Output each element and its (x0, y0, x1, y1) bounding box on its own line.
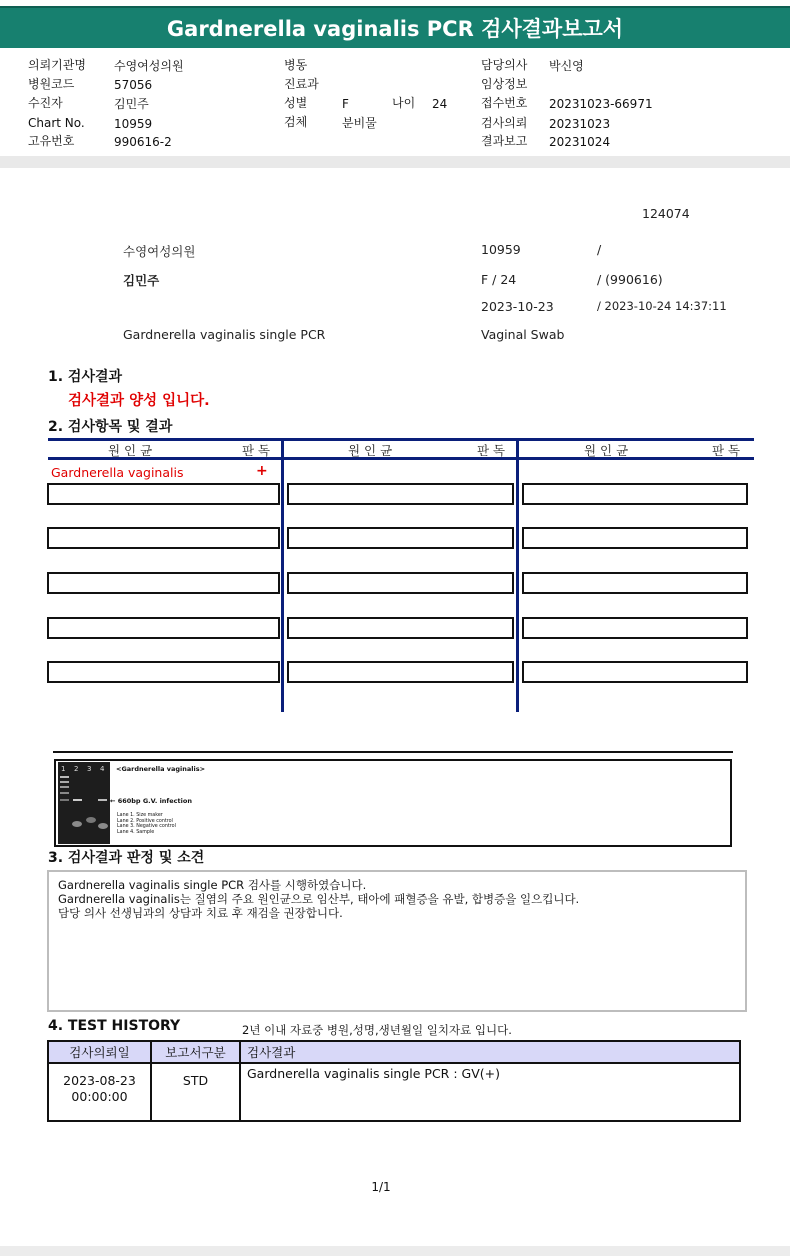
value-request-date: 20231023 (549, 117, 611, 131)
label-clinical-info: 임상정보 (481, 77, 528, 91)
label-sex: 성별 (284, 96, 308, 110)
opinion-line-3: 담당 의사 선생님과의 상담과 치료 후 재검을 권장합니다. (58, 906, 343, 920)
result-cell (522, 617, 748, 639)
patient-test: Gardnerella vaginalis single PCR (123, 327, 326, 342)
value-report-date: 20231024 (549, 135, 611, 149)
result-cell (287, 661, 514, 683)
value-chart-no: 10959 (114, 117, 153, 131)
label-patient: 수진자 (28, 96, 63, 110)
gel-arrow-label: ← 660bp G.V. infection (110, 797, 192, 805)
label-unique-no: 고유번호 (28, 134, 75, 148)
result-cell (47, 527, 280, 549)
label-institution: 의뢰기관명 (28, 58, 86, 72)
history-note: 2년 이내 자료중 병원,성명,생년월일 일치자료 입니다. (242, 1023, 512, 1037)
history-col-date: 검사의뢰일 (48, 1041, 151, 1063)
result-cell (287, 483, 514, 505)
opinion-box (47, 870, 747, 1012)
label-ward: 병동 (284, 58, 308, 72)
lane-num-1: 1 (61, 765, 66, 773)
lane-legend-4: Lane 4. Sample (117, 829, 155, 835)
history-time: 00:00:00 (71, 1089, 128, 1104)
history-result: Gardnerella vaginalis single PCR : GV(+) (240, 1063, 740, 1121)
patient-datetime: / 2023-10-24 14:37:11 (597, 299, 727, 313)
patient-hospital: 수영여성의원 (123, 244, 196, 259)
label-report-date: 결과보고 (481, 134, 528, 148)
result-cell (47, 483, 280, 505)
section1-title: 1. 검사결과 (48, 369, 123, 385)
value-unique-no: 990616-2 (114, 135, 172, 149)
report-title: Gardnerella vaginalis PCR 검사결과보고서 (0, 6, 790, 48)
col-judgement-2: 판 독 (477, 443, 506, 458)
label-hospital-code: 병원코드 (28, 77, 75, 91)
grid-vline-2 (516, 438, 519, 712)
opinion-line-1: Gardnerella vaginalis single PCR 검사를 시행하였습니다. (58, 878, 367, 892)
table-row (48, 1063, 740, 1121)
patient-chart-sep: / (597, 242, 602, 257)
result-cell (287, 572, 514, 594)
patient-name: 김민주 (123, 273, 160, 288)
header-divider (0, 156, 790, 168)
value-receipt-no: 20231023-66971 (549, 97, 653, 111)
label-doctor: 담당의사 (481, 58, 528, 72)
col-judgement-1: 판 독 (242, 443, 271, 458)
result-cell (522, 527, 748, 549)
section4-title: 4. TEST HISTORY (48, 1018, 181, 1034)
value-doctor: 박신영 (549, 59, 584, 73)
col-organism-2: 원 인 균 (348, 443, 393, 458)
result-cell (522, 483, 748, 505)
grid-header-line (48, 457, 754, 460)
lane-legend-1: Lane 1. Size maker (117, 813, 163, 818)
patient-sex-age: F / 24 (481, 272, 517, 287)
result-cell (47, 617, 280, 639)
patient-specimen: Vaginal Swab (481, 327, 565, 342)
opinion-line-2: Gardnerella vaginalis는 질염의 주요 원인균으로 임산부, 태아에 패혈증을 유발, 합병증을 일으킵니다. (58, 892, 580, 906)
label-chart-no: Chart No. (28, 116, 85, 130)
lane-legend-3: Lane 3. Negative control (117, 824, 176, 830)
result-cell (47, 661, 280, 683)
lane-num-4: 4 (100, 765, 105, 773)
history-col-type: 보고서구분 (151, 1041, 240, 1063)
col-organism-1: 원 인 균 (108, 443, 153, 458)
result-cell (287, 527, 514, 549)
lane-num-2: 2 (74, 765, 79, 773)
section3-title: 3. 검사결과 판정 및 소견 (48, 850, 205, 866)
gel-lane-legend (117, 813, 176, 835)
patient-birth: / (990616) (597, 272, 663, 287)
gel-caption: <Gardnerella vaginalis> (116, 765, 206, 773)
grid-vline-1 (281, 438, 284, 712)
history-table (47, 1040, 741, 1122)
result-cell (522, 661, 748, 683)
section2-title: 2. 검사항목 및 결과 (48, 419, 173, 435)
history-header-row (48, 1041, 740, 1063)
history-date: 2023-08-23 (63, 1073, 136, 1088)
value-age: 24 (432, 97, 448, 111)
lane-num-3: 3 (87, 765, 92, 773)
gel-image (58, 762, 110, 844)
label-specimen: 검체 (284, 115, 308, 129)
result-cell (287, 617, 514, 639)
footer-divider (0, 1246, 790, 1256)
patient-date: 2023-10-23 (481, 299, 554, 314)
page-number: 1/1 (371, 1180, 391, 1194)
value-hospital-code: 57056 (114, 78, 153, 92)
history-col-result: 검사결과 (240, 1041, 740, 1063)
value-institution: 수영여성의원 (114, 59, 184, 73)
result-cell (522, 572, 748, 594)
grid-top-line (48, 438, 754, 441)
gel-top-line (53, 751, 733, 753)
label-age: 나이 (392, 96, 416, 110)
patient-chart: 10959 (481, 242, 521, 257)
history-type: STD (151, 1063, 240, 1121)
value-specimen: 분비물 (342, 116, 377, 130)
patient-code: 124074 (642, 206, 690, 221)
organism-name: Gardnerella vaginalis (51, 465, 184, 480)
label-receipt-no: 접수번호 (481, 96, 528, 110)
result-positive: 검사결과 양성 입니다. (68, 393, 210, 409)
col-organism-3: 원 인 균 (584, 443, 629, 458)
result-cell (47, 572, 280, 594)
value-sex: F (342, 97, 349, 111)
lane-legend-2: Lane 2. Positive control (117, 818, 173, 824)
history-date-cell (48, 1063, 151, 1121)
col-judgement-3: 판 독 (712, 443, 741, 458)
label-request-date: 검사의뢰 (481, 116, 528, 130)
value-patient: 김민주 (114, 97, 149, 111)
label-department: 진료과 (284, 77, 319, 91)
organism-judgement: + (256, 463, 268, 479)
